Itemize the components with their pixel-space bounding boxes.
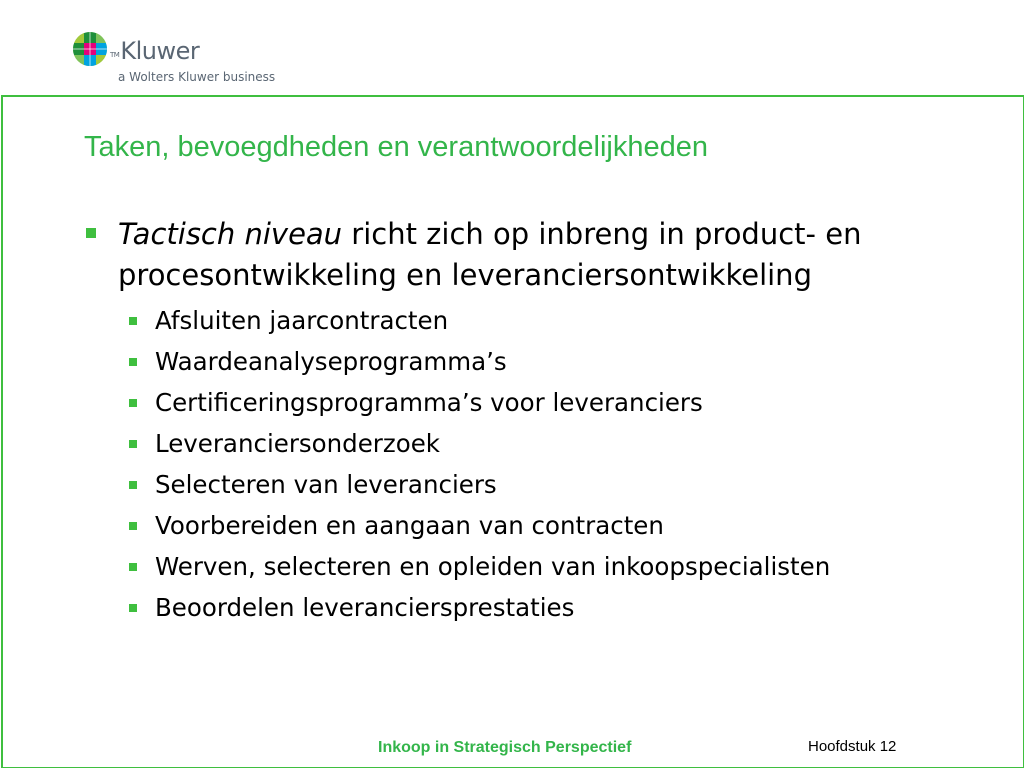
list-item <box>84 546 964 587</box>
square-bullet-icon <box>129 440 137 448</box>
square-bullet-icon <box>129 317 137 325</box>
main-point-emphasis: Tactisch niveau <box>118 217 343 251</box>
list-item-text: Selecteren van leveranciers <box>155 470 497 499</box>
square-bullet-icon <box>86 228 96 238</box>
square-bullet-icon <box>129 481 137 489</box>
list-item <box>84 382 964 423</box>
square-bullet-icon <box>129 604 137 612</box>
footer-chapter: Hoofdstuk 12 <box>808 738 897 755</box>
footer-book-title: Inkoop in Strategisch Perspectief <box>378 739 632 756</box>
main-bullet-point <box>84 214 964 296</box>
list-item-text: Afsluiten jaarcontracten <box>155 306 449 335</box>
logo-trademark: TM <box>110 51 120 59</box>
square-bullet-icon <box>129 399 137 407</box>
square-bullet-icon <box>129 563 137 571</box>
list-item <box>84 423 964 464</box>
list-item-text: Waardeanalyseprogramma’s <box>155 347 507 376</box>
list-item-text: Certificeringsprogramma’s voor leveranciers <box>155 388 703 417</box>
list-item <box>84 300 964 341</box>
logo-wordmark <box>110 37 199 69</box>
list-item-text: Voorbereiden en aangaan van contracten <box>155 511 664 540</box>
main-point-text: richt zich op inbreng in product- en procesontwikkeling en leveranciersontwikkeling <box>118 217 862 292</box>
list-item <box>84 341 964 382</box>
slide-title: Taken, bevoegdheden en verantwoordelijkheden <box>84 131 708 163</box>
list-item <box>84 587 964 628</box>
kluwer-logo <box>72 31 312 87</box>
list-item-text: Werven, selecteren en opleiden van inkoopspecialisten <box>155 552 831 581</box>
slide-content <box>84 214 964 628</box>
list-item <box>84 505 964 546</box>
list-item <box>84 464 964 505</box>
square-bullet-icon <box>129 358 137 366</box>
logo-wordmark-text: Kluwer <box>120 37 200 65</box>
list-item-text: Leveranciersonderzoek <box>155 429 440 458</box>
square-bullet-icon <box>129 522 137 530</box>
kluwer-logo-icon <box>72 31 108 67</box>
logo-tagline: a Wolters Kluwer business <box>118 70 276 84</box>
sub-bullet-list <box>84 300 964 628</box>
list-item-text: Beoordelen leveranciersprestaties <box>155 593 575 622</box>
